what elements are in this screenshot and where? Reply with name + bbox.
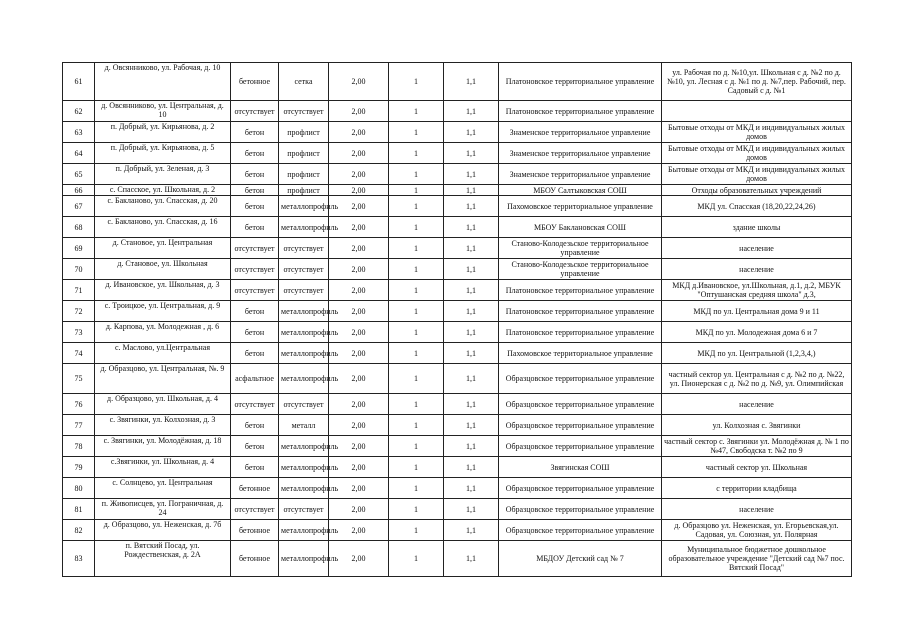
cell-container-count: 1: [389, 143, 444, 164]
cell-waste-sources: население: [662, 499, 852, 520]
cell-container-count: 1: [389, 415, 444, 436]
cell-address: с. Спасское, ул. Школьная, д. 2: [95, 185, 231, 196]
cell-area: 2,00: [329, 478, 389, 499]
cell-fence: сетка: [279, 63, 329, 101]
cell-container-volume: 1,1: [444, 164, 499, 185]
cell-waste-sources: здание школы: [662, 217, 852, 238]
cell-container-volume: 1,1: [444, 322, 499, 343]
cell-waste-sources: МКД д.Ивановское, ул.Школьная, д.1, д.2, МБУК "Оптушанская средняя школа" д.3,: [662, 280, 852, 301]
cell-owner: Станово-Колодезьское территориальное управление: [499, 259, 662, 280]
cell-container-count: 1: [389, 478, 444, 499]
cell-area: 2,00: [329, 457, 389, 478]
cell-area: 2,00: [329, 122, 389, 143]
cell-container-count: 1: [389, 520, 444, 541]
cell-address: д. Образцово, ул. Школьная, д. 4: [95, 394, 231, 415]
cell-waste-sources: с территории кладбища: [662, 478, 852, 499]
table-row: [63, 196, 852, 217]
cell-container-volume: 1,1: [444, 238, 499, 259]
cell-container-volume: 1,1: [444, 143, 499, 164]
cell-address: с. Троицкое, ул. Центральная, д. 9: [95, 301, 231, 322]
cell-surface: отсутствует: [231, 101, 279, 122]
cell-number: 76: [63, 394, 95, 415]
table-row: [63, 343, 852, 364]
table-row: [63, 143, 852, 164]
cell-surface: бетон: [231, 415, 279, 436]
table-row: [63, 436, 852, 457]
cell-surface: асфальтное: [231, 364, 279, 394]
cell-number: 68: [63, 217, 95, 238]
cell-surface: бетонное: [231, 478, 279, 499]
cell-container-volume: 1,1: [444, 63, 499, 101]
cell-owner: Знаменское территориальное управление: [499, 143, 662, 164]
cell-waste-sources: МКД ул. Спасская (18,20,22,24,26): [662, 196, 852, 217]
cell-number: 80: [63, 478, 95, 499]
cell-fence: металлопрофиль: [279, 301, 329, 322]
cell-surface: бетон: [231, 164, 279, 185]
cell-number: 73: [63, 322, 95, 343]
table-row: [63, 217, 852, 238]
cell-waste-sources: Муниципальное бюджетное дошкольное образовательное учреждение "Детский сад №7 пос. Вятский Посад": [662, 541, 852, 577]
cell-area: 2,00: [329, 499, 389, 520]
cell-surface: бетон: [231, 143, 279, 164]
cell-area: 2,00: [329, 196, 389, 217]
cell-fence: металл: [279, 415, 329, 436]
cell-container-count: 1: [389, 101, 444, 122]
cell-address: п. Добрый, ул. Кирьянова, д. 5: [95, 143, 231, 164]
cell-container-volume: 1,1: [444, 478, 499, 499]
cell-waste-sources: частный сектор с. Звягинки ул. Молодёжная д. № 1 по №47, Свободска т. №2 по 9: [662, 436, 852, 457]
cell-container-volume: 1,1: [444, 259, 499, 280]
cell-container-volume: 1,1: [444, 185, 499, 196]
cell-fence: отсутствует: [279, 394, 329, 415]
cell-number: 75: [63, 364, 95, 394]
cell-surface: бетон: [231, 185, 279, 196]
cell-area: 2,00: [329, 520, 389, 541]
cell-container-count: 1: [389, 343, 444, 364]
cell-owner: Платоновское территориальное управление: [499, 322, 662, 343]
cell-area: 2,00: [329, 322, 389, 343]
cell-owner: МБДОУ Детский сад № 7: [499, 541, 662, 577]
cell-container-volume: 1,1: [444, 301, 499, 322]
cell-area: 2,00: [329, 238, 389, 259]
cell-owner: Образцовское территориальное управление: [499, 436, 662, 457]
cell-surface: бетонное: [231, 63, 279, 101]
cell-waste-sources: население: [662, 394, 852, 415]
cell-waste-sources: МКД по ул. Центральная дома 9 и 11: [662, 301, 852, 322]
cell-number: 83: [63, 541, 95, 577]
cell-owner: Платоновское территориальное управление: [499, 280, 662, 301]
cell-surface: отсутствует: [231, 280, 279, 301]
cell-fence: металлопрофиль: [279, 217, 329, 238]
cell-container-count: 1: [389, 301, 444, 322]
cell-number: 71: [63, 280, 95, 301]
cell-waste-sources: ул. Рабочая по д. №10,ул. Школьная с д. №2 по д. №10, ул. Лесная с д. №1 по д. №7,пер. Рабочий, пер. Садовый с д. №1: [662, 63, 852, 101]
cell-fence: профлист: [279, 143, 329, 164]
cell-address: п. Добрый, ул. Кирьянова, д. 2: [95, 122, 231, 143]
table-row: [63, 185, 852, 196]
cell-owner: Платоновское территориальное управление: [499, 101, 662, 122]
table-row: [63, 394, 852, 415]
cell-address: с. Бакланово, ул. Спасская, д. 20: [95, 196, 231, 217]
cell-waste-sources: Бытовые отходы от МКД и индивидуальных жилых домов: [662, 143, 852, 164]
cell-address: д. Овсянниково, ул. Рабочая, д. 10: [95, 63, 231, 101]
cell-container-count: 1: [389, 394, 444, 415]
cell-number: 77: [63, 415, 95, 436]
cell-fence: отсутствует: [279, 499, 329, 520]
table-row: [63, 238, 852, 259]
cell-area: 2,00: [329, 164, 389, 185]
cell-container-volume: 1,1: [444, 541, 499, 577]
cell-owner: Пахомовское территориальное управление: [499, 196, 662, 217]
cell-container-volume: 1,1: [444, 101, 499, 122]
cell-owner: Звягинская СОШ: [499, 457, 662, 478]
cell-area: 2,00: [329, 63, 389, 101]
cell-area: 2,00: [329, 415, 389, 436]
cell-fence: отсутствует: [279, 259, 329, 280]
cell-waste-sources: Бытовые отходы от МКД и индивидуальных жилых домов: [662, 122, 852, 143]
cell-waste-sources: д. Образцово ул. Неженская, ул. Егорьевская,ул. Садовая, ул. Союзная, ул. Полярная: [662, 520, 852, 541]
table-row: [63, 122, 852, 143]
cell-owner: Образцовское территориальное управление: [499, 478, 662, 499]
cell-number: 82: [63, 520, 95, 541]
table-row: [63, 322, 852, 343]
cell-waste-sources: МКД по ул. Молодежная дома 6 и 7: [662, 322, 852, 343]
cell-waste-sources: частный сектор ул. Центральная с д. №2 по д. №22, ул. Пионерская с д. №2 по д. №9, ул. Олимпийская: [662, 364, 852, 394]
cell-area: 2,00: [329, 101, 389, 122]
cell-area: 2,00: [329, 280, 389, 301]
cell-owner: Образцовское территориальное управление: [499, 520, 662, 541]
table-row: [63, 541, 852, 577]
cell-waste-sources: население: [662, 238, 852, 259]
cell-number: 74: [63, 343, 95, 364]
cell-container-count: 1: [389, 196, 444, 217]
cell-owner: Знаменское территориальное управление: [499, 122, 662, 143]
cell-address: с. Бакланово, ул. Спасская, д. 16: [95, 217, 231, 238]
cell-waste-sources: население: [662, 259, 852, 280]
cell-number: 64: [63, 143, 95, 164]
cell-fence: отсутствует: [279, 101, 329, 122]
cell-owner: Платоновское территориальное управление: [499, 63, 662, 101]
cell-container-count: 1: [389, 457, 444, 478]
cell-number: 66: [63, 185, 95, 196]
cell-address: д. Образцово, ул. Центральная, №. 9: [95, 364, 231, 394]
cell-address: д. Ивановское, ул. Школьная, д. 3: [95, 280, 231, 301]
cell-surface: бетон: [231, 217, 279, 238]
table-row: [63, 259, 852, 280]
cell-container-volume: 1,1: [444, 280, 499, 301]
cell-area: 2,00: [329, 143, 389, 164]
cell-container-volume: 1,1: [444, 122, 499, 143]
cell-address: д. Овсянниково, ул. Центральная, д. 10: [95, 101, 231, 122]
cell-address: с.Звягинки, ул. Школьная, д. 4: [95, 457, 231, 478]
cell-waste-sources: Отходы образовательных учреждений: [662, 185, 852, 196]
cell-number: 62: [63, 101, 95, 122]
table-row: [63, 364, 852, 394]
cell-container-volume: 1,1: [444, 436, 499, 457]
cell-address: д. Карпова, ул. Молодежная , д. 6: [95, 322, 231, 343]
cell-waste-sources: Бытовые отходы от МКД и индивидуальных жилых домов: [662, 164, 852, 185]
cell-area: 2,00: [329, 541, 389, 577]
cell-number: 69: [63, 238, 95, 259]
table-body: [63, 63, 852, 577]
cell-container-count: 1: [389, 541, 444, 577]
cell-waste-sources: [662, 101, 852, 122]
cell-fence: профлист: [279, 185, 329, 196]
cell-address: с. Маслово, ул.Центральная: [95, 343, 231, 364]
cell-surface: отсутствует: [231, 238, 279, 259]
table-row: [63, 63, 852, 101]
cell-area: 2,00: [329, 185, 389, 196]
table-row: [63, 415, 852, 436]
cell-container-volume: 1,1: [444, 364, 499, 394]
table-row: [63, 301, 852, 322]
cell-owner: МБОУ Баклановская СОШ: [499, 217, 662, 238]
cell-container-volume: 1,1: [444, 343, 499, 364]
cell-number: 65: [63, 164, 95, 185]
cell-owner: МБОУ Салтыковская СОШ: [499, 185, 662, 196]
table-row: [63, 520, 852, 541]
cell-number: 63: [63, 122, 95, 143]
cell-fence: отсутствует: [279, 280, 329, 301]
cell-number: 78: [63, 436, 95, 457]
table-row: [63, 478, 852, 499]
cell-container-volume: 1,1: [444, 217, 499, 238]
cell-address: д. Образцово, ул. Неженская, д. 7б: [95, 520, 231, 541]
cell-surface: бетонное: [231, 520, 279, 541]
cell-container-count: 1: [389, 185, 444, 196]
cell-owner: Образцовское территориальное управление: [499, 415, 662, 436]
cell-waste-sources: ул. Колхозная с. Звягинки: [662, 415, 852, 436]
cell-number: 81: [63, 499, 95, 520]
cell-surface: бетон: [231, 301, 279, 322]
cell-container-count: 1: [389, 280, 444, 301]
cell-container-count: 1: [389, 217, 444, 238]
cell-address: д. Становое, ул. Центральная: [95, 238, 231, 259]
cell-number: 79: [63, 457, 95, 478]
cell-address: с. Солнцево, ул. Центральная: [95, 478, 231, 499]
cell-number: 70: [63, 259, 95, 280]
cell-area: 2,00: [329, 301, 389, 322]
cell-surface: бетон: [231, 457, 279, 478]
cell-container-count: 1: [389, 63, 444, 101]
cell-address: с. Звягинки, ул. Молодёжная, д. 18: [95, 436, 231, 457]
cell-container-volume: 1,1: [444, 520, 499, 541]
table-row: [63, 164, 852, 185]
cell-fence: металлопрофиль: [279, 343, 329, 364]
cell-number: 72: [63, 301, 95, 322]
cell-fence: металлопрофиль: [279, 541, 329, 577]
cell-container-volume: 1,1: [444, 499, 499, 520]
cell-fence: металлопрофиль: [279, 478, 329, 499]
cell-container-count: 1: [389, 364, 444, 394]
cell-surface: отсутствует: [231, 259, 279, 280]
cell-surface: бетонное: [231, 541, 279, 577]
table-row: [63, 499, 852, 520]
cell-surface: отсутствует: [231, 394, 279, 415]
cell-owner: Знаменское территориальное управление: [499, 164, 662, 185]
cell-container-count: 1: [389, 122, 444, 143]
cell-owner: Образцовское территориальное управление: [499, 364, 662, 394]
cell-fence: металлопрофиль: [279, 364, 329, 394]
cell-area: 2,00: [329, 217, 389, 238]
cell-container-count: 1: [389, 164, 444, 185]
cell-address: с. Звягинки, ул. Колхозная, д. 3: [95, 415, 231, 436]
cell-number: 61: [63, 63, 95, 101]
cell-area: 2,00: [329, 343, 389, 364]
cell-number: 67: [63, 196, 95, 217]
cell-area: 2,00: [329, 394, 389, 415]
cell-fence: металлопрофиль: [279, 520, 329, 541]
cell-container-count: 1: [389, 322, 444, 343]
cell-waste-sources: МКД по ул. Центральной (1,2,3,4,): [662, 343, 852, 364]
cell-address: п. Добрый, ул. Зеленая, д. 3: [95, 164, 231, 185]
cell-surface: бетон: [231, 122, 279, 143]
cell-surface: бетон: [231, 196, 279, 217]
cell-owner: Платоновское территориальное управление: [499, 301, 662, 322]
cell-fence: отсутствует: [279, 238, 329, 259]
cell-owner: Пахомовское территориальное управление: [499, 343, 662, 364]
cell-fence: металлопрофиль: [279, 322, 329, 343]
cell-container-count: 1: [389, 436, 444, 457]
cell-owner: Образцовское территориальное управление: [499, 499, 662, 520]
table-row: [63, 280, 852, 301]
cell-container-volume: 1,1: [444, 457, 499, 478]
cell-area: 2,00: [329, 259, 389, 280]
cell-container-count: 1: [389, 238, 444, 259]
cell-surface: бетон: [231, 322, 279, 343]
cell-container-volume: 1,1: [444, 415, 499, 436]
cell-container-count: 1: [389, 259, 444, 280]
cell-owner: Образцовское территориальное управление: [499, 394, 662, 415]
cell-area: 2,00: [329, 436, 389, 457]
cell-area: 2,00: [329, 364, 389, 394]
cell-container-volume: 1,1: [444, 394, 499, 415]
cell-waste-sources: частный сектор ул. Школьная: [662, 457, 852, 478]
cell-container-volume: 1,1: [444, 196, 499, 217]
cell-address: п. Живописцев, ул. Пограничная, д. 24: [95, 499, 231, 520]
cell-fence: профлист: [279, 164, 329, 185]
cell-surface: бетон: [231, 436, 279, 457]
cell-owner: Станово-Колодезьское территориальное управление: [499, 238, 662, 259]
cell-fence: профлист: [279, 122, 329, 143]
cell-surface: бетон: [231, 343, 279, 364]
table-row: [63, 457, 852, 478]
cell-fence: металлопрофиль: [279, 457, 329, 478]
cell-fence: металлопрофиль: [279, 436, 329, 457]
cell-fence: металлопрофиль: [279, 196, 329, 217]
table-row: [63, 101, 852, 122]
cell-surface: отсутствует: [231, 499, 279, 520]
cell-address: д. Становое, ул. Школьная: [95, 259, 231, 280]
cell-address: п. Вятский Посад, ул. Рождественская, д. 2А: [95, 541, 231, 577]
registry-table: [62, 62, 852, 577]
cell-container-count: 1: [389, 499, 444, 520]
